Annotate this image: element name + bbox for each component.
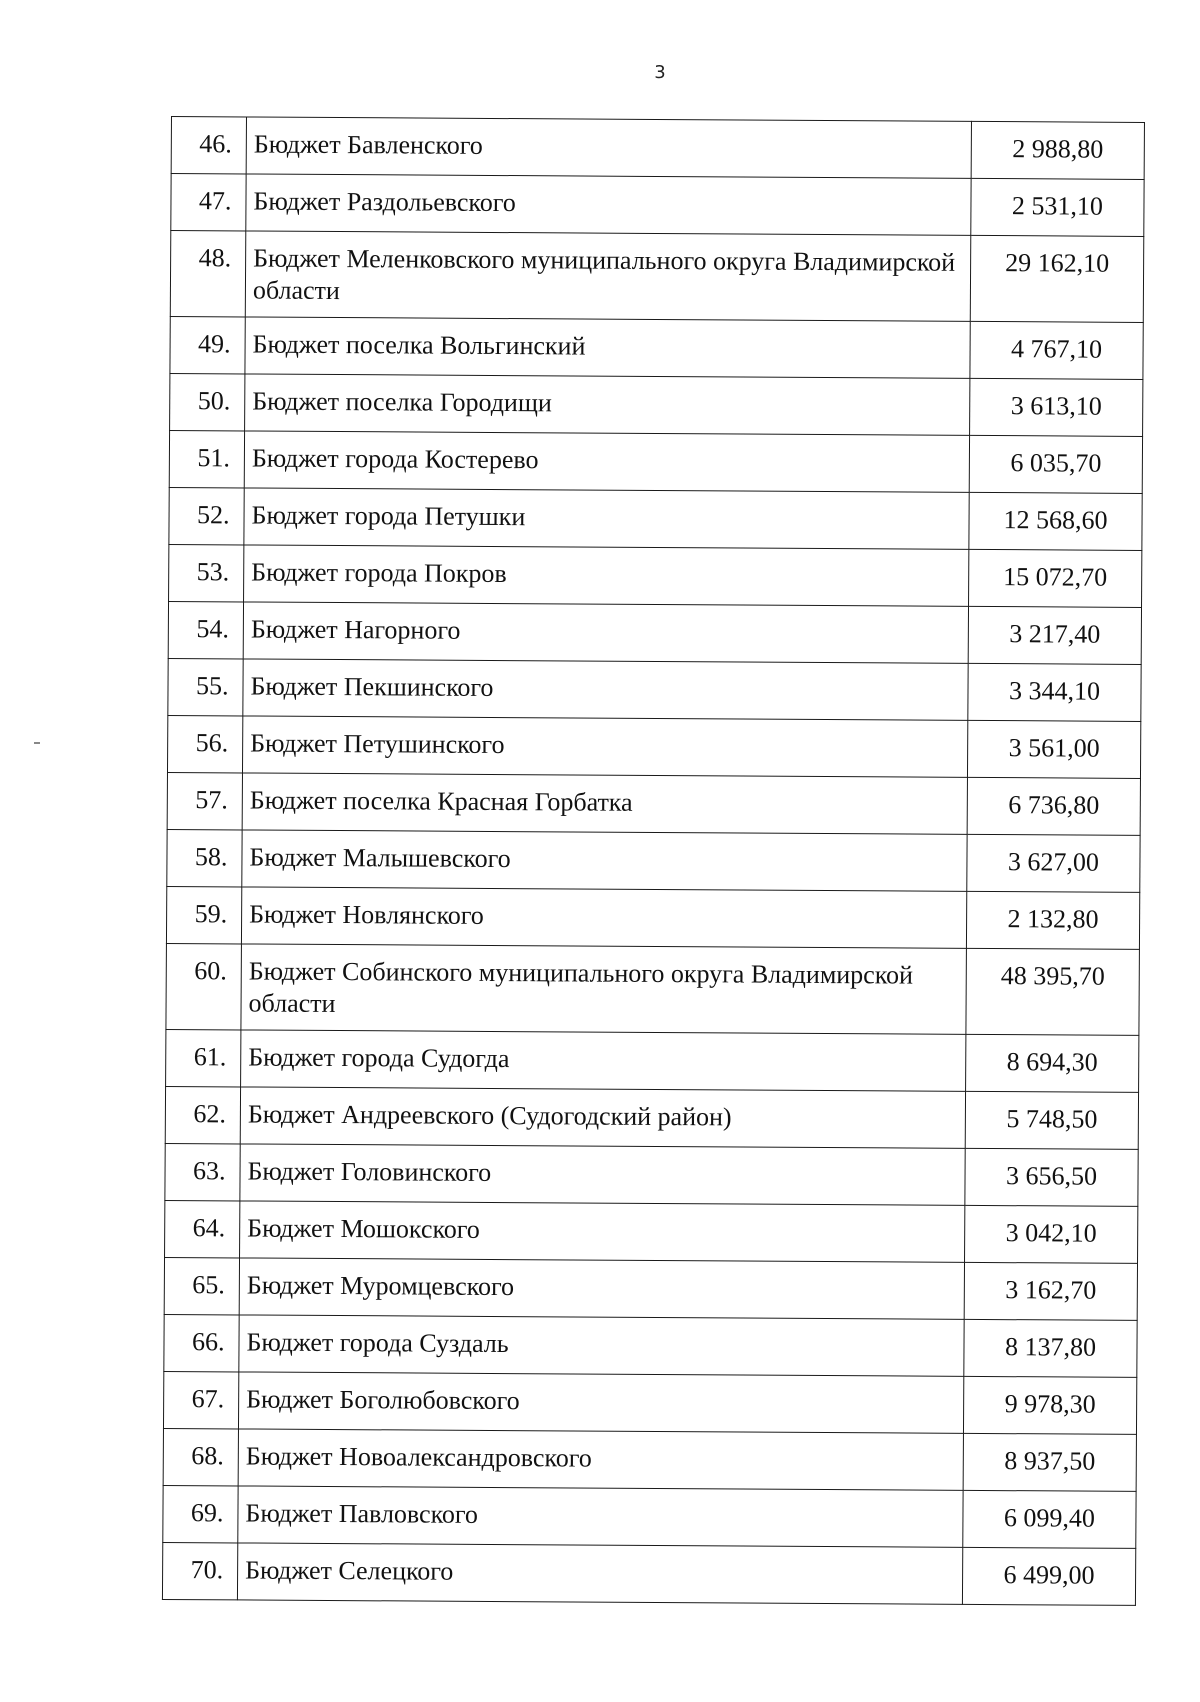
row-number-cell: 51. [169, 430, 244, 487]
budget-amount-cell: 3 613,10 [970, 378, 1143, 436]
row-number-cell: 49. [170, 316, 245, 373]
table-row [162, 1542, 1135, 1605]
row-number-cell: 54. [168, 601, 243, 658]
budget-name-cell: Бюджет Бавленского [246, 117, 971, 178]
budget-amount-cell: 6 035,70 [969, 435, 1142, 493]
row-number-cell: 50. [170, 373, 245, 430]
row-number-cell: 48. [170, 231, 246, 317]
row-number-cell: 65. [164, 1257, 239, 1314]
budget-amount-cell: 8 937,50 [963, 1433, 1136, 1491]
budget-name-cell: Бюджет Малышевского [242, 830, 967, 891]
table-row [164, 1257, 1137, 1320]
budget-name-cell: Бюджет Селецкого [237, 1543, 962, 1604]
row-number-cell: 47. [171, 174, 246, 231]
budget-amount-cell: 3 042,10 [965, 1205, 1138, 1263]
row-number-cell: 69. [163, 1485, 238, 1542]
budget-name-cell: Бюджет Андреевского (Судогодский район) [240, 1087, 965, 1148]
budget-amount-cell: 3 627,00 [967, 834, 1140, 892]
table-row [167, 829, 1140, 892]
budget-name-cell: Бюджет Головинского [240, 1144, 965, 1205]
budget-name-cell: Бюджет города Костерево [244, 431, 969, 492]
row-number-cell: 53. [169, 544, 244, 601]
budget-amount-cell: 3 344,10 [968, 663, 1141, 721]
table-row [165, 1200, 1138, 1263]
row-number-cell: 62. [165, 1086, 240, 1143]
budget-table-body [162, 117, 1144, 1606]
budget-name-cell: Бюджет Новлянского [241, 887, 966, 948]
budget-amount-cell: 15 072,70 [969, 549, 1142, 607]
table-row [165, 1086, 1138, 1149]
budget-amount-cell: 3 656,50 [965, 1148, 1138, 1206]
budget-name-cell: Бюджет Собинского муниципального округа Владимирской области [241, 944, 967, 1034]
budget-amount-cell: 2 132,80 [966, 891, 1139, 949]
table-row [169, 544, 1142, 607]
table-row [163, 1371, 1136, 1434]
budget-name-cell: Бюджет Муромцевского [239, 1258, 964, 1319]
row-number-cell: 66. [164, 1314, 239, 1371]
budget-name-cell: Бюджет Мошокского [240, 1201, 965, 1262]
budget-name-cell: Бюджет Пекшинского [243, 659, 968, 720]
budget-table [162, 116, 1145, 1606]
budget-amount-cell: 29 162,10 [970, 235, 1144, 322]
budget-name-cell: Бюджет города Суздаль [239, 1315, 964, 1376]
scan-artifact [34, 742, 40, 744]
budget-name-cell: Бюджет Петушинского [242, 716, 967, 777]
table-row [168, 601, 1141, 664]
table-row [163, 1428, 1136, 1491]
budget-amount-cell: 3 162,70 [964, 1262, 1137, 1320]
budget-name-cell: Бюджет Нагорного [243, 602, 968, 663]
budget-name-cell: Бюджет города Покров [244, 545, 969, 606]
budget-amount-cell: 3 217,40 [968, 606, 1141, 664]
table-row [170, 231, 1144, 323]
table-row [169, 487, 1142, 550]
row-number-cell: 64. [165, 1200, 240, 1257]
budget-amount-cell: 6 499,00 [962, 1547, 1135, 1605]
row-number-cell: 61. [166, 1029, 241, 1086]
table-row [170, 316, 1143, 379]
row-number-cell: 58. [167, 829, 242, 886]
budget-amount-cell: 5 748,50 [965, 1091, 1138, 1149]
budget-name-cell: Бюджет города Судогда [241, 1030, 966, 1091]
row-number-cell: 52. [169, 487, 244, 544]
budget-amount-cell: 9 978,30 [963, 1376, 1136, 1434]
budget-amount-cell: 4 767,10 [970, 321, 1143, 379]
table-row [168, 658, 1141, 721]
table-row [167, 715, 1140, 778]
table-row [171, 117, 1144, 180]
budget-name-cell: Бюджет поселка Городищи [245, 374, 970, 435]
row-number-cell: 63. [165, 1143, 240, 1200]
row-number-cell: 59. [166, 886, 241, 943]
row-number-cell: 68. [163, 1428, 238, 1485]
budget-name-cell: Бюджет Павловского [238, 1486, 963, 1547]
table-row [171, 174, 1144, 237]
budget-name-cell: Бюджет Боголюбовского [238, 1372, 963, 1433]
table-row [170, 373, 1143, 436]
budget-name-cell: Бюджет Новоалександровского [238, 1429, 963, 1490]
budget-amount-cell: 3 561,00 [967, 720, 1140, 778]
table-row [166, 1029, 1139, 1092]
row-number-cell: 67. [163, 1371, 238, 1428]
table-row [163, 1485, 1136, 1548]
budget-name-cell: Бюджет Раздольевского [246, 174, 971, 235]
budget-amount-cell: 8 694,30 [966, 1034, 1139, 1092]
table-row [169, 430, 1142, 493]
budget-amount-cell: 2 531,10 [971, 178, 1144, 236]
row-number-cell: 60. [166, 943, 242, 1029]
table-row [166, 886, 1139, 949]
page-number: 3 [654, 62, 666, 83]
budget-name-cell: Бюджет поселка Красная Горбатка [242, 773, 967, 834]
row-number-cell: 57. [167, 772, 242, 829]
budget-name-cell: Бюджет Меленковского муниципального округа Владимирской области [245, 231, 971, 321]
budget-amount-cell: 48 395,70 [966, 948, 1140, 1035]
table-row [167, 772, 1140, 835]
budget-amount-cell: 8 137,80 [964, 1319, 1137, 1377]
row-number-cell: 56. [167, 715, 242, 772]
budget-name-cell: Бюджет города Петушки [244, 488, 969, 549]
table-row [164, 1314, 1137, 1377]
row-number-cell: 55. [168, 658, 243, 715]
budget-amount-cell: 6 736,80 [967, 777, 1140, 835]
budget-amount-cell: 12 568,60 [969, 492, 1142, 550]
table-row [165, 1143, 1138, 1206]
budget-amount-cell: 2 988,80 [971, 121, 1144, 179]
row-number-cell: 46. [171, 117, 246, 174]
budget-name-cell: Бюджет поселка Вольгинский [245, 317, 970, 378]
row-number-cell: 70. [162, 1542, 237, 1599]
table-row [166, 943, 1140, 1035]
budget-amount-cell: 6 099,40 [963, 1490, 1136, 1548]
